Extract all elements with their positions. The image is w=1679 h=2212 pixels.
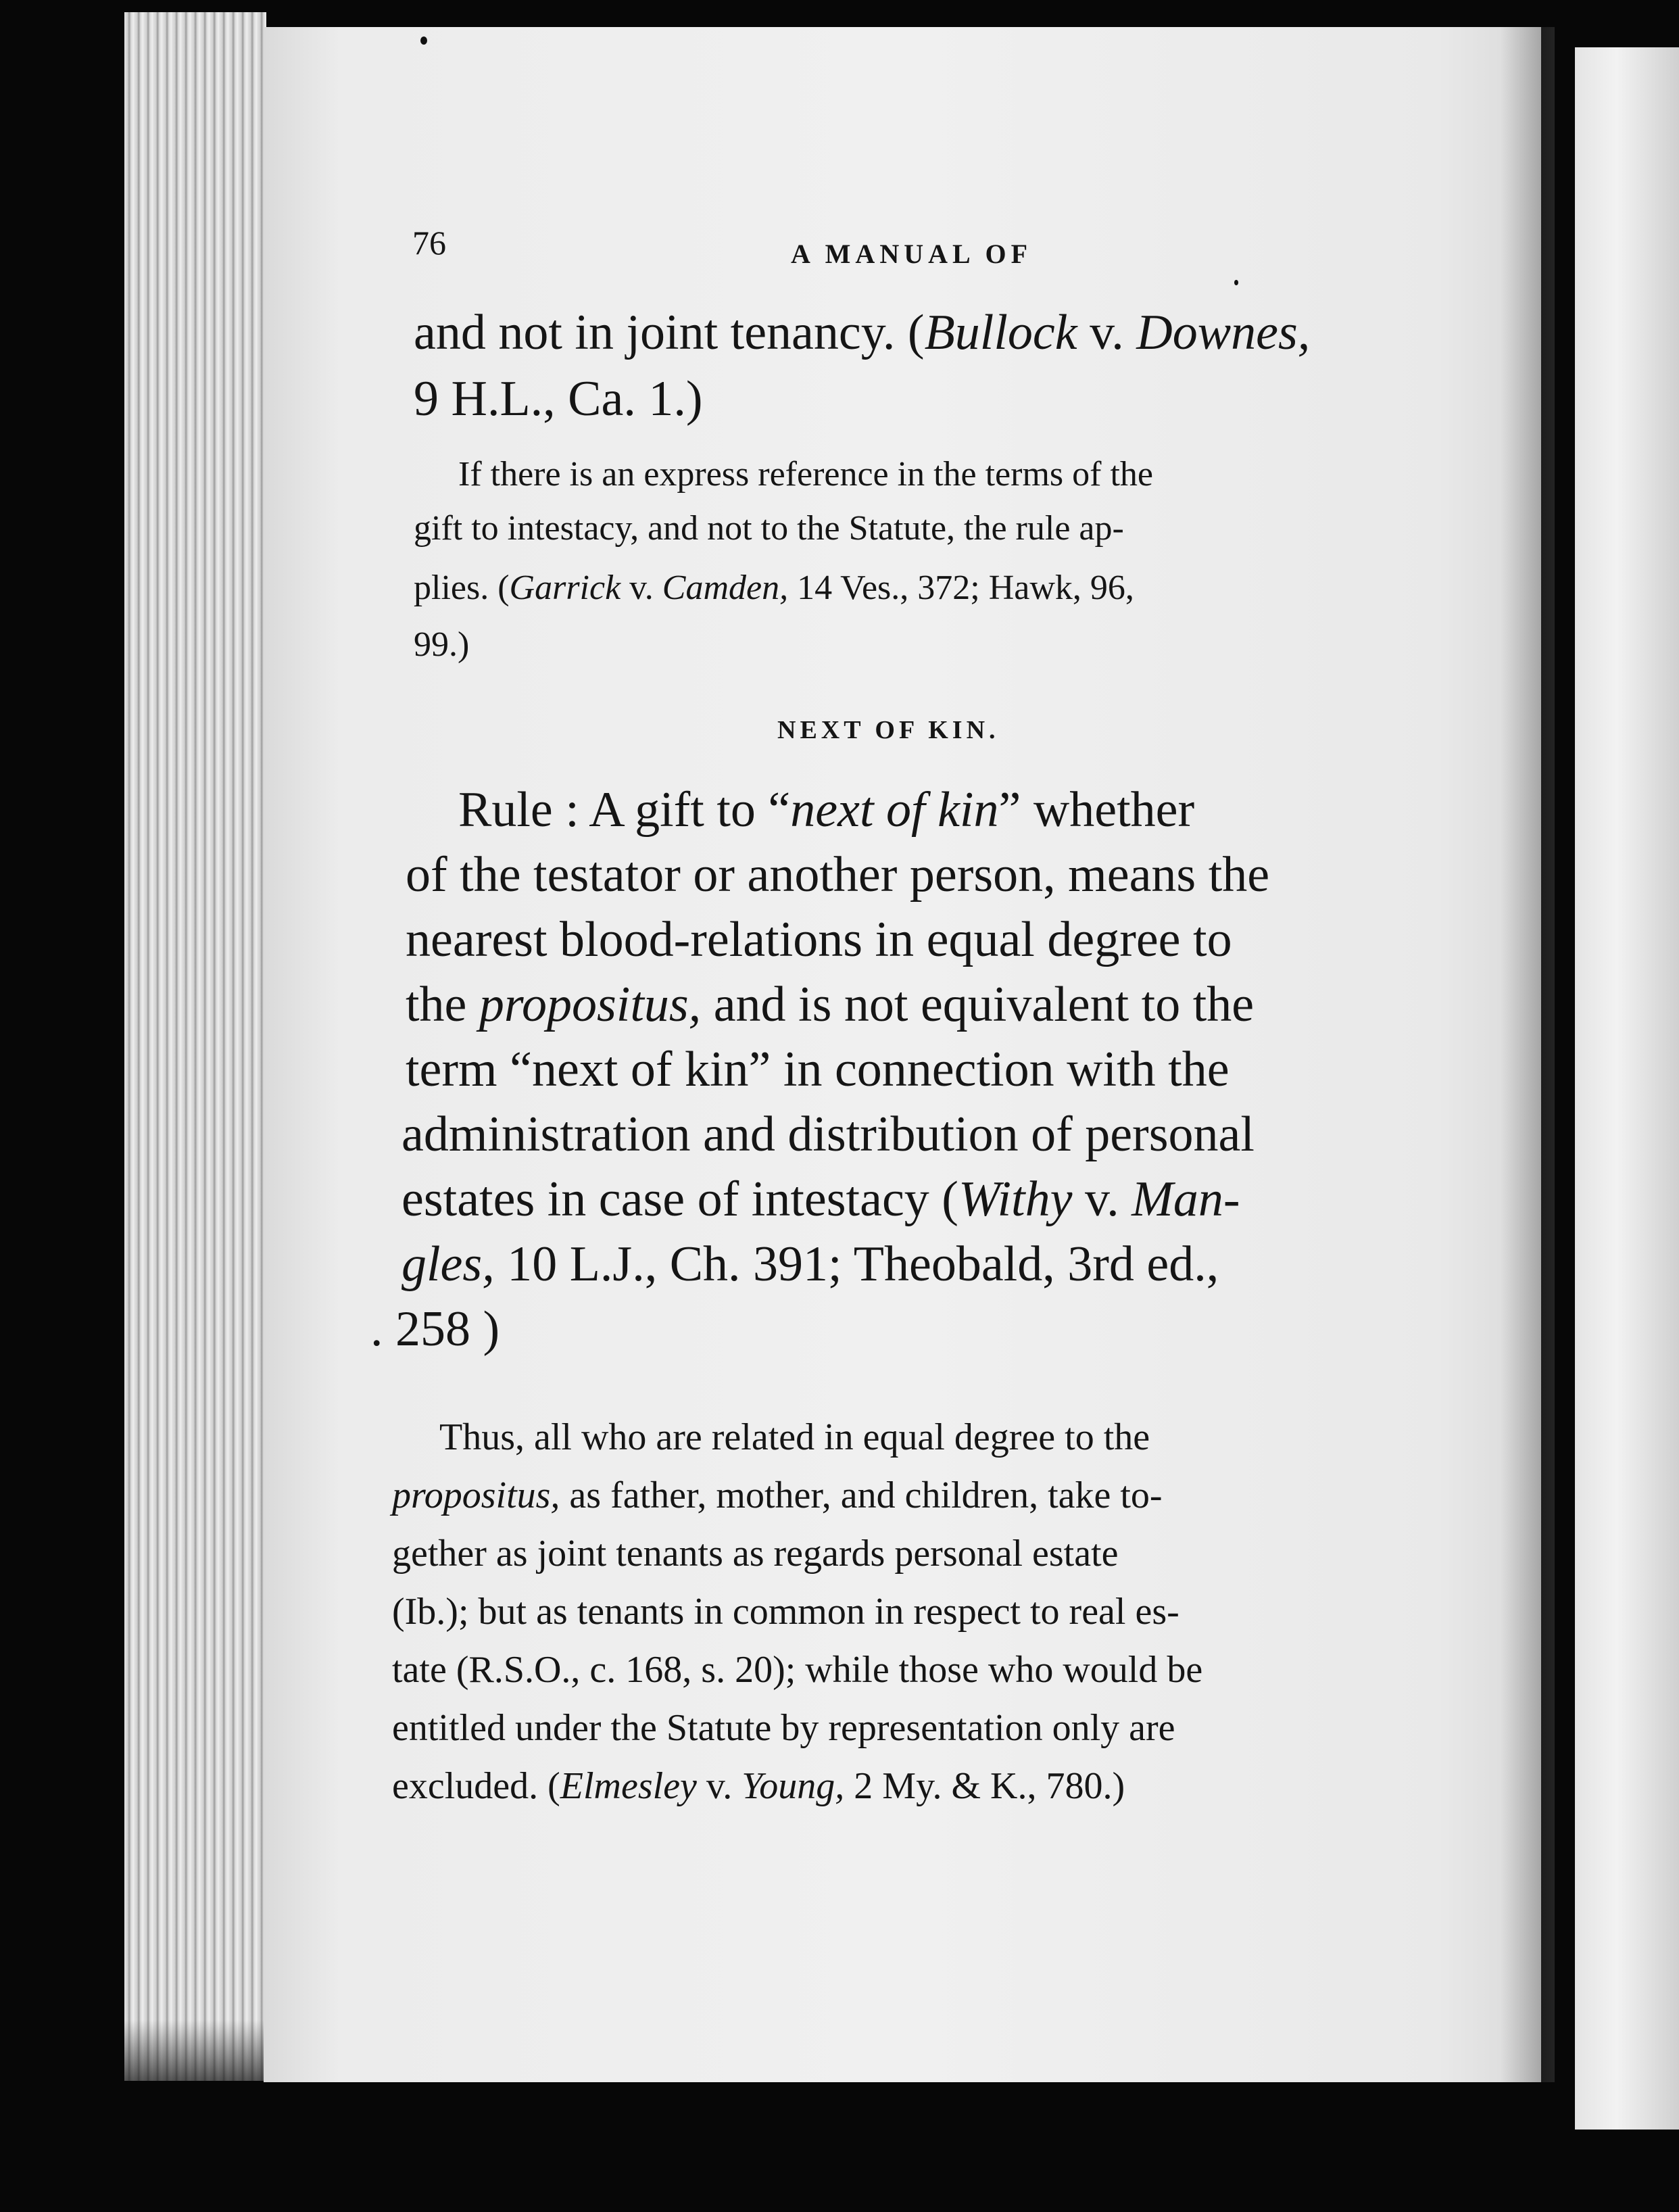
ink-speck	[420, 37, 427, 45]
paragraph2-line-4: (Ib.); but as tenants in common in respect to real es-	[392, 1591, 1179, 1633]
paragraph2-line-2: propositus, as father, mother, and children, take to-	[392, 1474, 1163, 1516]
paragraph1-line-2: gift to intestacy, and not to the Statute, the rule ap-	[414, 509, 1124, 548]
page-edges	[124, 12, 266, 2081]
paragraph2-line-5: tate (R.S.O., c. 168, s. 20); while those who would be	[392, 1649, 1203, 1691]
continuation-line-1: and not in joint tenancy. (Bullock v. Downes,	[414, 305, 1311, 360]
paragraph2-line-7: excluded. (Elmesley v. Young, 2 My. & K., 780.)	[392, 1765, 1125, 1807]
rule-line-4: the propositus, and is not equivalent to the	[406, 977, 1255, 1032]
rule-line-9: . 258 )	[370, 1301, 500, 1357]
rule-line-6: administration and distribution of personal	[402, 1107, 1255, 1162]
continuation-line-2: 9 H.L., Ca. 1.)	[414, 371, 703, 427]
rule-line-1: Rule : A gift to “next of kin” whether	[458, 782, 1195, 838]
page-number: 76	[412, 224, 446, 262]
running-head	[406, 223, 1419, 277]
ink-speck	[1234, 280, 1238, 285]
paragraph1-line-1: If there is an express reference in the terms of the	[458, 455, 1153, 494]
section-heading: NEXT OF KIN.	[777, 716, 1000, 744]
paragraph1-line-3: plies. (Garrick v. Camden, 14 Ves., 372; Hawk, 96,	[414, 569, 1134, 607]
rule-line-7: estates in case of intestacy (Withy v. Man-	[402, 1172, 1240, 1227]
rule-line-8: gles, 10 L.J., Ch. 391; Theobald, 3rd ed.,	[402, 1236, 1219, 1292]
rule-line-5: term “next of kin” in connection with the	[406, 1042, 1230, 1097]
paragraph2-line-6: entitled under the Statute by representation only are	[392, 1707, 1175, 1749]
paragraph2-line-1: Thus, all who are related in equal degree to the	[439, 1416, 1150, 1458]
facing-page-edge	[1575, 47, 1679, 2130]
rule-line-3: nearest blood-relations in equal degree to	[406, 912, 1232, 967]
page-gutter-shadow	[1501, 27, 1555, 2082]
running-title: A MANUAL OF	[791, 239, 1032, 269]
paragraph1-line-4: 99.)	[414, 625, 470, 664]
paragraph2-line-3: gether as joint tenants as regards personal estate	[392, 1533, 1119, 1574]
rule-line-2: of the testator or another person, means the	[406, 847, 1270, 903]
